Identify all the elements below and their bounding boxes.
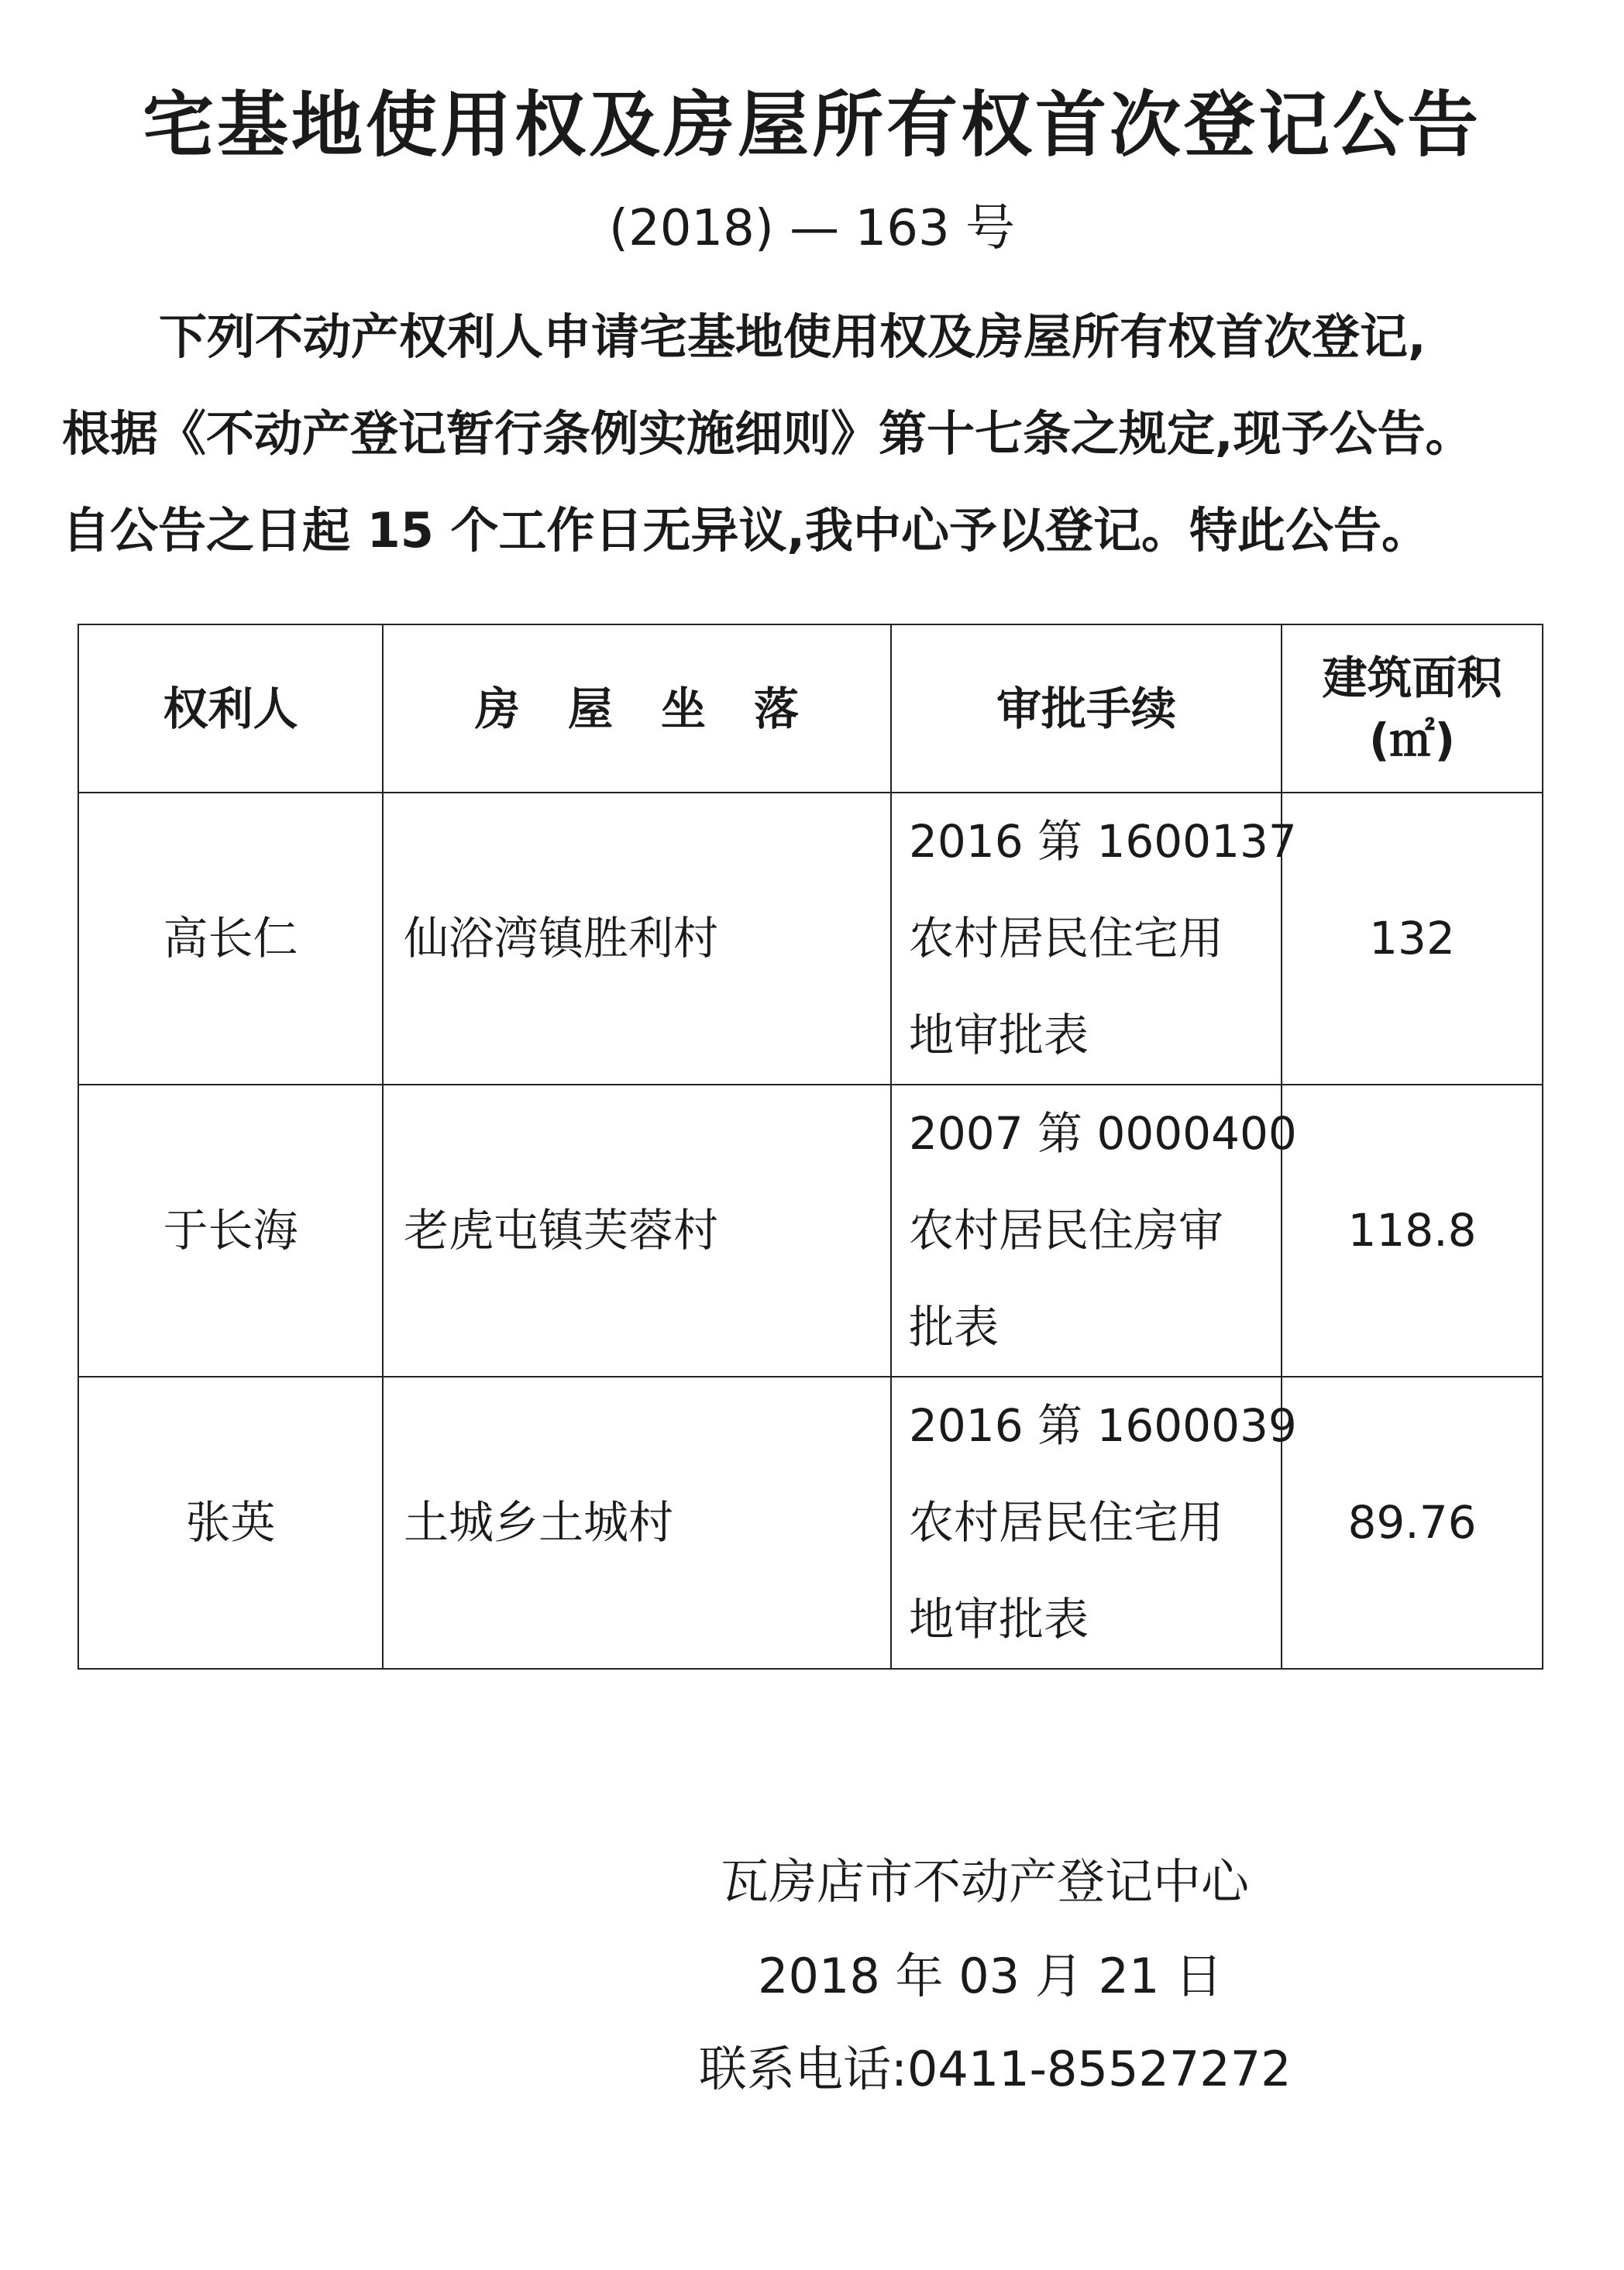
header-area-unit: (㎡)	[1368, 713, 1456, 766]
approval-form-line: 农村居民住宅用	[909, 912, 1224, 965]
header-area	[1282, 624, 1543, 793]
approval-form-line: 地审批表	[909, 1009, 1089, 1061]
approval-form-line: 地审批表	[909, 1593, 1089, 1646]
approval-form-line: 农村居民住宅用	[909, 1496, 1224, 1549]
cell-owner: 于长海	[78, 1085, 383, 1377]
header-location-label: 房屋坐落	[474, 682, 847, 735]
body-paragraph-line-1: 下列不动产权利人申请宅基地使用权及房屋所有权首次登记,	[159, 308, 1426, 365]
table-row	[78, 793, 1543, 1085]
cell-approval	[891, 1085, 1297, 1377]
header-owner: 权利人	[78, 624, 383, 793]
contact-phone: 联系电话:0411-85527272	[699, 2041, 1292, 2097]
cell-location: 仙浴湾镇胜利村	[383, 793, 891, 1085]
approval-form-line: 农村居民住房审	[909, 1204, 1224, 1257]
body-paragraph-line-3: 自公告之日起 15 个工作日无异议,我中心予以登记。特此公告。	[62, 502, 1430, 559]
cell-approval	[891, 1377, 1297, 1669]
registration-table	[77, 624, 1543, 1670]
header-approval: 审批手续	[891, 624, 1282, 793]
table-row	[78, 1377, 1543, 1669]
approval-number: 2016 第 1600039	[909, 1399, 1297, 1452]
notice-title: 宅基地使用权及房屋所有权首次登记公告	[142, 84, 1481, 167]
cell-owner: 高长仁	[78, 793, 383, 1085]
header-location	[383, 624, 891, 793]
cell-area: 118.8	[1282, 1085, 1543, 1377]
approval-number: 2007 第 0000400	[909, 1107, 1297, 1160]
cell-area: 132	[1282, 793, 1543, 1085]
body-paragraph-line-2: 根据《不动产登记暂行条例实施细则》第十七条之规定,现予公告。	[62, 405, 1474, 462]
cell-area: 89.76	[1282, 1377, 1543, 1669]
cell-approval	[891, 793, 1297, 1085]
approval-number: 2016 第 1600137	[909, 815, 1297, 868]
issuing-organization: 瓦房店市不动产登记中心	[721, 1853, 1250, 1910]
approval-form-line: 批表	[909, 1301, 1000, 1353]
table-header-row	[78, 624, 1543, 793]
header-area-label: 建筑面积	[1322, 651, 1502, 704]
cell-location: 老虎屯镇芙蓉村	[383, 1085, 891, 1377]
cell-owner: 张英	[78, 1377, 383, 1669]
cell-location: 土城乡土城村	[383, 1377, 891, 1669]
table-row	[78, 1085, 1543, 1377]
document-number: (2018) — 163 号	[609, 200, 1015, 257]
issue-date: 2018 年 03 月 21 日	[758, 1948, 1223, 2004]
